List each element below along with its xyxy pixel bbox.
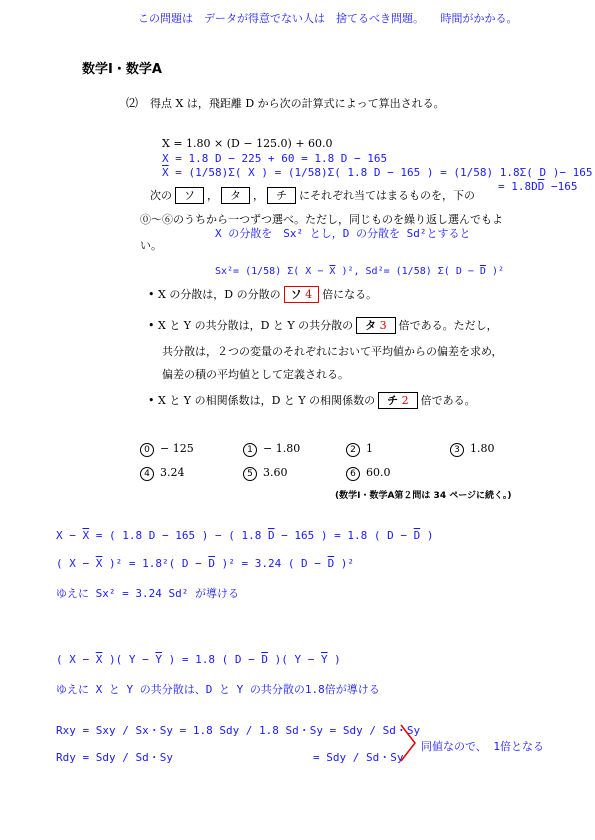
solution-line-5: ゆえに X と Y の共分散は、D と Y の共分散の1.8倍が導ける [56,683,380,696]
bullet-1: • X の分散は，D の分散の ソ 4 倍になる。 [148,288,378,301]
top-note: この問題は データが得意でない人は 捨てるべき問題。 時間がかかる。 [138,12,518,25]
choice-3: 3 1.80 [450,442,495,457]
instruction-line-1: 次の ソ ， タ ， チ にそれぞれ当てはまるものを，下の [150,189,475,202]
box-so: ソ [175,187,204,204]
bullet-3: • X と Y の相関係数は，D と Y の相関係数の チ 2 倍である。 [148,394,476,407]
choice-5: 5 3.60 [243,466,288,481]
instruction-line-2: ⓪〜⑥のうちから一つずつ選べ。ただし，同じものを繰り返し選んでもよ [140,213,503,226]
answer-box-ta: タ 3 [356,317,396,334]
note-line-1: X = 1.8 D − 225 + 60 = 1.8 D − 165 [162,152,388,165]
answer-box-chi: チ 2 [378,392,418,409]
choice-2: 2 1 [346,442,373,457]
bullet-2: • X と Y の共分散は，D と Y の共分散の タ 3 倍である。ただし， [148,319,498,332]
bullet-2-line-2: 共分散は，２つの変量のそれぞれにおいて平均値からの偏差を求め， [162,345,503,358]
solution-line-7a: Rdy = Sdy / Sd・Sy [56,751,173,764]
note-line-4: Sx²= (1/58) Σ( $X - \overline{X}$ )², Sd²= (1/58) Σ( $D - \overline{D}$ )² [215,266,505,277]
choice-1: 1 − 1.80 [243,442,300,457]
bracket-note: 同値なので、 1倍となる [421,740,545,753]
formula: X = 1.80 × (D − 125.0) + 60.0 [162,137,333,150]
solution-line-7b: = Sdy / Sd・Sy [313,751,404,764]
bullet-2-line-3: 偏差の積の平均値として定義される。 [162,368,349,381]
continuation-note: (数学Ⅰ・数学A第２問は 34 ページに続く。) [335,491,512,501]
choice-4: 4 3.24 [140,466,185,481]
question-intro: 得点 X は，飛距離 D から次の計算式によって算出される。 [150,97,445,110]
box-ta: タ [221,187,250,204]
instruction-line-3: い。 [140,239,162,252]
bracket-icon [398,722,420,764]
choice-6: 6 60.0 [346,466,391,481]
section-title: 数学Ⅰ・数学A [82,62,162,77]
solution-line-2: ( $X - \overline{X}$ )² = 1.8²( $D - \overline{D}$ )² = 3.24 ( $D - \overline{D}$ )² [56,557,355,570]
solution-line-3: ゆえに Sx² = 3.24 Sd² が導ける [56,587,239,600]
note-line-3: X の分散を Sx² とし，D の分散を Sd²とすると [215,227,471,240]
answer-box-so: ソ 4 [284,286,320,303]
solution-line-1: $X - \overline{X}$ = ( 1.8 D − 165 ) − ( 1.8 $\overline{D} - 165$ ) = 1.8 ( $D - \overline{D}$ ) [56,529,434,542]
choice-0: 0 − 125 [140,442,194,457]
box-chi: チ [267,187,296,204]
note-line-2-tail: = $1.8D\overline{D} -165$ [498,180,578,193]
solution-line-4: ( $X - \overline{X}$ )( $Y - \overline{Y}$ ) = 1.8 ( $D - \overline{D}$ )( $Y - \overline{Y}$ ) [56,653,341,666]
question-number: ⑵ [126,96,139,110]
solution-line-6: Rxy = Sxy / Sx・Sy = 1.8 Sdy / 1.8 Sd・Sy = Sdy / Sd・Sy [56,724,421,737]
note-line-2: $\overline{X} = (1/58)\Sigma$( X ) = (1/58)Σ( 1.8 D − 165 ) = (1/58) 1.8Σ( D )− 165 [162,166,593,179]
